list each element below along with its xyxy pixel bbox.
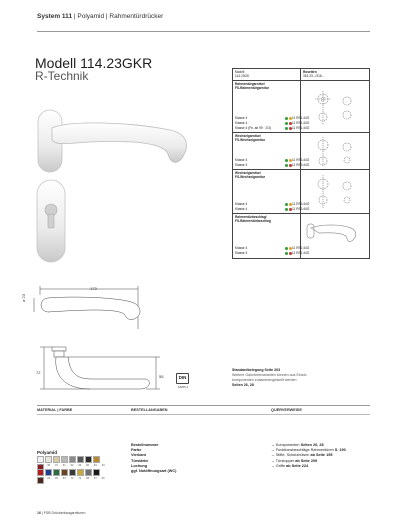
swatch-number: 90 <box>86 464 90 467</box>
list-item[interactable]: → Türstopper ab Seite 209 <box>271 458 318 463</box>
green-dot-icon <box>285 159 288 162</box>
list-item: Lochung <box>131 463 148 468</box>
swatch-number: 24 <box>47 477 51 480</box>
green-dot-icon <box>285 117 288 120</box>
table-col1-title: Modell <box>235 70 245 74</box>
dimension-side-drawing <box>30 345 170 400</box>
swatch-number: 91 <box>62 464 66 467</box>
section-subtitle: FS-Rahmentürbeschlag <box>235 219 271 223</box>
rose-drawing <box>301 133 369 169</box>
color-swatch <box>69 456 76 463</box>
color-swatch <box>53 469 60 476</box>
table-row: Klasse 4 11 RS3.44G <box>235 158 310 162</box>
color-swatch <box>37 456 44 463</box>
table-row: Klasse 4 11 RS1.44G <box>235 121 310 125</box>
table-col1-model: 114.23GK <box>235 74 250 78</box>
swatch-numbers-row2 <box>37 477 107 480</box>
list-item[interactable]: → Komponenten Seiten 26, 28 <box>271 443 324 447</box>
swatch-number: 84 <box>93 464 97 467</box>
din-number: 18255-1 <box>177 385 189 389</box>
swatch-number: 99 <box>39 464 43 467</box>
material-name: Polyamid <box>37 450 58 455</box>
standard-line3: Seiten 26, 28 <box>232 383 254 387</box>
dim-diameter-label: ø 23 <box>21 293 26 302</box>
arrow-icon: → <box>271 453 276 458</box>
list-item[interactable]: → Funktionsbeschläge Rahmentüren S. 190 <box>271 448 346 453</box>
list-item: Türstärke <box>131 458 149 463</box>
arrow-icon: → <box>271 458 276 463</box>
crossref-list <box>271 443 346 469</box>
table-row: Klasse 4 11 RS1.44G <box>235 251 310 255</box>
page-footer: 16 | FSB Drückerbaugarnituren <box>37 511 86 515</box>
table-row: Klasse 4 11 RS3.44G <box>235 202 310 206</box>
arrow-icon: → <box>271 463 276 468</box>
table-row: Klasse 4 (Fb. ab 99 · 2/3) 11 RS1.44G <box>235 126 310 130</box>
order-specs-list <box>131 443 176 474</box>
header-divider <box>37 31 370 32</box>
color-swatch <box>77 456 84 463</box>
dim-width-label: 173 <box>90 286 97 291</box>
table-section <box>233 170 369 214</box>
section-subtitle: FS-Rahmentürgarnitur <box>235 86 270 90</box>
swatch-number: 18 <box>39 477 43 480</box>
section-title: Rahmentürbeschlag/ <box>235 215 267 219</box>
header-category: Rahmentürdrücker <box>109 13 164 20</box>
model-title: Modell 114.23GKR <box>35 55 153 71</box>
swatch-number: 97 <box>55 464 58 467</box>
standard-title: Standardbelegung Seite 263 <box>232 368 281 372</box>
col-material-heading: MATERIAL | FARBE <box>37 408 73 412</box>
section-divider <box>37 405 370 406</box>
product-photo <box>30 100 220 285</box>
din-mark: DIN <box>176 373 189 384</box>
footer-brand: FSB Drückerbaugarnituren <box>43 511 86 515</box>
list-item: Farbe <box>131 448 142 453</box>
product-table <box>232 68 370 259</box>
page-header: System 111 | Polyamid | Rahmentürdrücker <box>37 13 164 20</box>
section-title: Wechselgarnitur/ <box>235 134 261 138</box>
dim-height-label: 72 <box>36 370 41 375</box>
table-header <box>233 69 369 81</box>
handle-drawing <box>301 214 369 256</box>
swatch-numbers-row1 <box>37 464 107 467</box>
color-swatch <box>93 469 100 476</box>
list-item[interactable]: → Stifte, Schutzhülsen ab Seite 195 <box>271 453 333 458</box>
dimension-plan-drawing <box>30 283 150 343</box>
table-col2-rose: 315.23.../316... <box>303 74 325 78</box>
color-swatch <box>61 469 68 476</box>
rose-drawing <box>301 81 369 131</box>
color-swatch <box>85 469 92 476</box>
color-swatch <box>77 469 84 476</box>
rose-drawing <box>301 170 369 212</box>
table-section <box>233 133 369 170</box>
col-order-heading: BESTELLANGABEN <box>131 408 168 412</box>
color-swatch <box>61 456 68 463</box>
list-item: Bestellnummer <box>131 443 159 447</box>
section-subtitle: FS-Wechselgarnitur <box>235 175 266 179</box>
green-dot-icon <box>285 127 288 130</box>
section-subtitle: FS-Wechselgarnitur <box>235 138 266 142</box>
standard-line2: komponenten zusammengestellt werden <box>232 378 297 382</box>
table-row: Klasse 4 11 RS3.44G <box>235 207 310 211</box>
green-dot-icon <box>285 208 288 211</box>
table-col2-title: Rosetten <box>303 70 317 74</box>
list-item: ggf. Notöffnungsart (WC) <box>131 469 177 474</box>
header-material: Polyamid <box>77 13 105 20</box>
green-dot-icon <box>285 252 288 255</box>
swatch-number: 57 <box>93 477 97 480</box>
swatch-number: 73 <box>70 477 74 480</box>
col-crossref-heading: QUERVERWEISE <box>271 408 302 412</box>
swatch-number: 72 <box>78 477 82 480</box>
swatch-number: 92 <box>70 464 74 467</box>
green-dot-icon <box>285 203 288 206</box>
table-row: Klasse 4 11 RS1.44G <box>235 116 310 120</box>
swatch-number: 94 <box>101 464 105 467</box>
color-swatch <box>69 469 76 476</box>
color-swatch <box>53 456 60 463</box>
header-series: System 111 <box>37 13 73 20</box>
model-subtitle: R-Technik <box>35 69 89 83</box>
color-swatch <box>45 456 52 463</box>
swatch-number: 93 <box>78 464 82 467</box>
swatch-number: 93 <box>62 477 66 480</box>
standard-note <box>232 368 362 388</box>
color-swatch <box>85 456 92 463</box>
green-dot-icon <box>285 247 288 250</box>
table-row: Klasse 4 11 RS3.44G <box>235 163 310 167</box>
section-title: Rahmentürgarnitur/ <box>235 82 265 86</box>
green-dot-icon <box>285 122 288 125</box>
swatch-number: 50 <box>101 477 105 480</box>
arrow-icon: → <box>271 443 276 447</box>
standard-line1: Weitere Ganzformvarianten können aus Einzel- <box>232 373 308 377</box>
table-section <box>233 81 369 133</box>
color-swatch <box>45 469 52 476</box>
color-swatch <box>93 456 100 463</box>
swatch-number: 26 <box>55 477 58 480</box>
swatch-number: 55 <box>86 477 90 480</box>
swatch-number: 95 <box>47 464 51 467</box>
table-section <box>233 214 369 258</box>
page-number: 16 <box>37 511 41 515</box>
section-title: Wechselgarnitur/ <box>235 171 261 175</box>
list-item: Vierkant <box>131 453 146 458</box>
dim-offset-label: 55 <box>159 374 164 379</box>
handle-lever-shape <box>52 123 186 162</box>
list-item[interactable]: → Griffe ab Seite 224 <box>271 463 309 468</box>
arrow-icon: → <box>271 448 276 453</box>
table-row: Klasse 4 11 RS1.44G <box>235 246 310 250</box>
color-swatch <box>37 469 44 476</box>
green-dot-icon <box>285 164 288 167</box>
